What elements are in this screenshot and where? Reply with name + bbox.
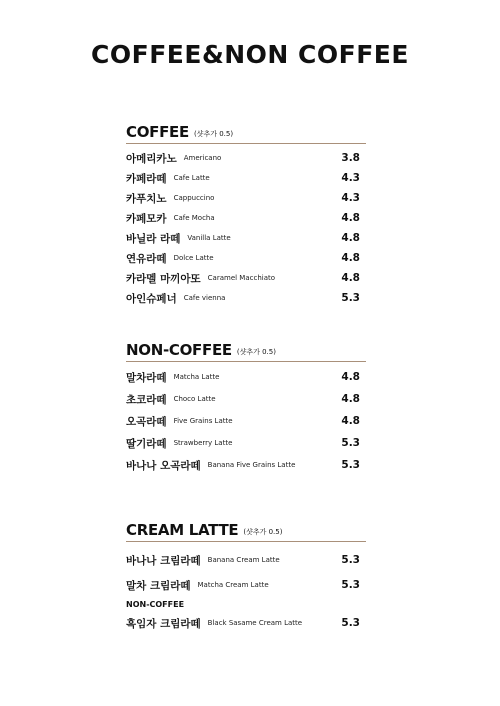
menu-item [126,548,366,572]
menu-item [126,454,366,476]
item-english-name: Vanilla Latte [187,234,231,242]
item-price: 4.3 [341,172,360,184]
item-korean-name: 바닐라 라떼 [126,232,181,245]
menu-item [126,366,366,388]
item-korean-name: 카푸치노 [126,192,167,205]
item-price: 5.3 [341,554,360,566]
menu-item [126,388,366,410]
section-name: COFFEE [126,123,189,141]
item-english-name: Black Sasame Cream Latte [207,619,303,627]
section-name: NON-COFFEE [126,341,232,359]
menu-item [126,612,366,634]
item-price: 4.8 [341,393,360,405]
item-english-name: Matcha Latte [173,373,220,381]
item-english-name: Banana Five Grains Latte [207,461,296,469]
non-coffee-subheading: NON-COFFEE [126,600,185,609]
menu-item [126,248,366,268]
menu-item [126,168,366,188]
item-price: 4.8 [341,212,360,224]
item-english-name: Cafe vienna [183,294,226,302]
non-coffee-section [126,333,366,476]
section-name: CREAM LATTE [126,521,239,539]
coffee-section-header [126,115,366,144]
item-english-name: Choco Latte [173,395,216,403]
non-coffee-section-header [126,333,366,362]
menu-item [126,572,366,598]
item-price: 4.8 [341,232,360,244]
menu-item [126,410,366,432]
item-english-name: Strawberry Latte [173,439,233,447]
menu-item [126,432,366,454]
menu-item [126,268,366,288]
item-english-name: Banana Cream Latte [207,556,280,564]
item-english-name: Cafe Latte [173,174,210,182]
item-english-name: Matcha Cream Latte [197,581,269,589]
item-price: 4.8 [341,252,360,264]
menu-title: COFFEE&NON COFFEE [91,40,409,69]
item-price: 5.3 [341,292,360,304]
item-korean-name: 아메리카노 [126,152,177,165]
item-english-name: Cafe Mocha [173,214,215,222]
item-price: 5.3 [341,437,360,449]
item-korean-name: 연유라떼 [126,252,167,265]
item-korean-name: 바나나 크림라떼 [126,554,201,567]
cream-latte-section-header [126,513,366,542]
menu-item [126,208,366,228]
menu-item [126,148,366,168]
item-price: 3.8 [341,152,360,164]
item-price: 4.8 [341,272,360,284]
item-english-name: Five Grains Latte [173,417,233,425]
section-note: (샷추가 0.5) [243,528,283,536]
section-note: (샷추가 0.5) [236,348,276,356]
item-price: 4.8 [341,415,360,427]
item-english-name: Americano [183,154,222,162]
item-korean-name: 말차라떼 [126,371,167,384]
item-price: 4.8 [341,371,360,383]
cream-latte-section [126,513,366,634]
item-price: 5.3 [341,579,360,591]
item-korean-name: 흑임자 크림라떼 [126,617,201,630]
item-english-name: Cappuccino [173,194,215,202]
item-price: 4.3 [341,192,360,204]
item-english-name: Dolce Latte [173,254,214,262]
item-price: 5.3 [341,617,360,629]
menu-item [126,188,366,208]
item-price: 5.3 [341,459,360,471]
coffee-section [126,115,366,308]
menu-item [126,228,366,248]
item-korean-name: 카라멜 마끼아또 [126,272,201,285]
item-korean-name: 카페모카 [126,212,167,225]
item-korean-name: 초코라떼 [126,393,167,406]
menu-item [126,288,366,308]
section-note: (샷추가 0.5) [193,130,234,138]
item-english-name: Caramel Macchiato [207,274,276,282]
item-korean-name: 딸기라떼 [126,437,167,450]
item-korean-name: 아인슈페너 [126,292,177,305]
item-korean-name: 바나나 오곡라떼 [126,459,201,472]
item-korean-name: 오곡라떼 [126,415,167,428]
item-korean-name: 카페라떼 [126,172,167,185]
item-korean-name: 말차 크림라떼 [126,579,191,592]
